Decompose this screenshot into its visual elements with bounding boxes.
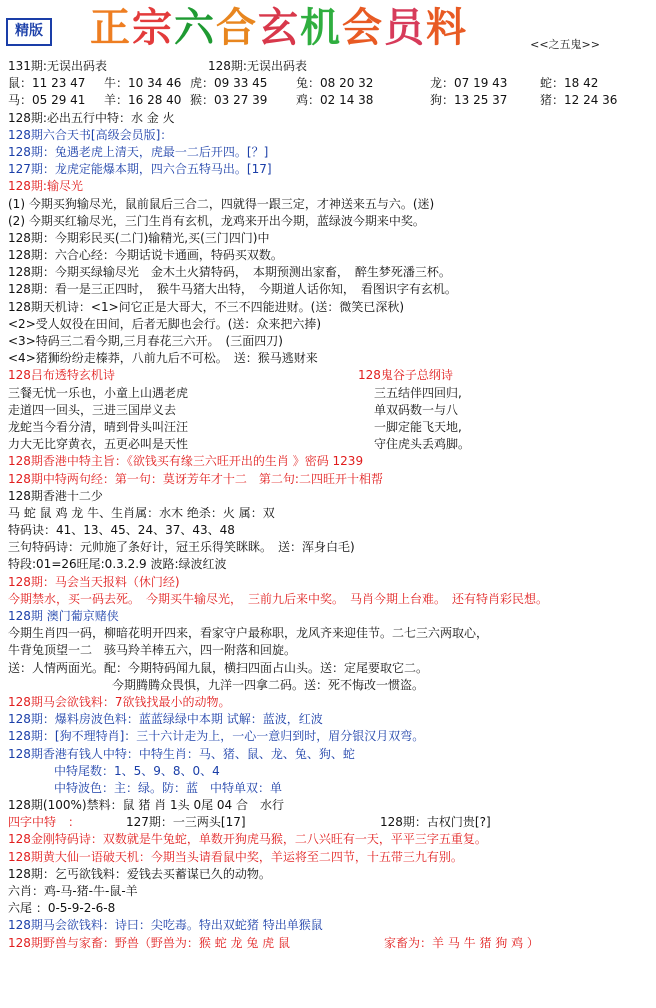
text-line: 128期：看一是三正四时， 猴牛马猪大出特， 今期道人话你知， 看图识字有玄机。: [8, 282, 457, 297]
text-line: 128期马会欲钱料：诗曰：尖吃毒。特出双蛇猪 特出单猴鼠: [8, 918, 323, 933]
text-line: (1) 今期买狗输尽光，鼠前鼠后三合二，四就得一跟三定，才神送来五与六。(迷): [8, 196, 435, 211]
text-cell: 鸡：02 14 38: [296, 93, 374, 108]
text-cell: 128鬼谷子总纲诗: [358, 368, 453, 383]
text-cell: 蛇：18 42: [540, 76, 599, 91]
text-cell: 守住虎头丢鸡脚。: [374, 437, 471, 452]
text-cell: 猪：12 24 36: [540, 93, 618, 108]
text-line: 六尾 ：0-5-9-2-6-8: [8, 901, 116, 916]
text-cell: 马：05 29 41: [8, 93, 86, 108]
text-cell: 龙：07 19 43: [430, 76, 508, 91]
header: [0, 0, 656, 60]
text-line: 马 蛇 鼠 鸡 龙 牛、生肖属：水木 绝杀：火 属：双: [8, 505, 275, 520]
text-line: 128期香港十二少: [8, 488, 103, 503]
text-cell: 单双码数一与八: [374, 402, 459, 417]
text-line: 128金刚特码诗：双数就是牛兔蛇，单数开狗虎马猴，二八兴旺有一天，平平三字五重复。: [8, 832, 487, 847]
text-line: 128期:输尽光: [8, 179, 83, 194]
text-cell: 猴：03 27 39: [190, 93, 268, 108]
text-line: 128期 澳门葡京赌侠: [8, 609, 119, 623]
title-char: 合: [216, 4, 258, 51]
text-cell: 三五结伴四回归,: [374, 385, 462, 400]
text-line: 128期：六合心经：今期话说卡通画，特码买双数。: [8, 248, 283, 263]
text-line: 128期黄大仙一语破天机：今期当头请看鼠中奖，羊运将至二四节，十五带三九有别。: [8, 849, 463, 864]
text-line: (2) 今期买红输尽光，三门生肖有玄机，龙鸡来开出今期，蓝绿波今期来中奖。: [8, 213, 425, 228]
title-char: 员: [384, 4, 426, 51]
text-line: 128期:必出五行中特：水 金 火: [8, 110, 175, 125]
tagline: <<之五鬼>>: [530, 38, 600, 51]
text-line: 中特尾数：1、5、9、8、0、4: [54, 763, 220, 778]
text-line: 128期(100%)禁料：鼠 猪 肖 1头 0尾 04 合 水行: [8, 798, 285, 813]
edition-badge: 精版: [6, 18, 52, 46]
text-cell: 走道四一回头，三进三国岸义去: [8, 402, 177, 417]
text-line: 今期腾腾众畏惧，九洋一四拿二码。送：死不悔改一惯盗。: [112, 677, 425, 692]
text-line: 六肖：鸡-马-猪-牛-鼠-羊: [8, 884, 138, 898]
title-char: 宗: [132, 4, 174, 51]
title-char: 机: [300, 4, 342, 51]
text-cell: 狗：13 25 37: [430, 93, 508, 108]
text-line: [8, 935, 652, 952]
text-line: [8, 385, 652, 402]
text-line: 128期：兔遇老虎上清天，虎最一二后开四。[？]: [8, 144, 269, 159]
text-line: 128期天机诗：<1>问它正是大哥大，不三不四能进财。(送：微笑已深秋): [8, 299, 405, 314]
text-cell: 鼠：11 23 47: [8, 76, 86, 91]
text-line: <2>受人奴役在田间，后者无脚也会行。(送：众来把六捧): [8, 316, 322, 331]
text-cell: 虎：09 33 45: [190, 76, 268, 91]
text-line: 128期六合天书[高级会员版]：: [8, 127, 173, 142]
text-line: [8, 419, 652, 436]
text-line: 特码诀：41、13、45、24、37、43、48: [8, 523, 235, 538]
text-cell: 力大无比穿黄衣，五更必叫是天性: [8, 437, 189, 452]
text-line: 128期：爆料房波色料：蓝蓝绿绿中本期 试解：蓝波，红波: [8, 712, 323, 727]
text-line: [8, 814, 652, 831]
title-char: 玄: [258, 4, 300, 51]
text-cell: 四字中特 ：: [8, 815, 81, 830]
text-cell: 127期：一三两头[17]: [126, 815, 246, 830]
text-line: [8, 75, 652, 92]
text-line: [8, 436, 652, 453]
text-cell: 128吕布透特玄机诗: [8, 368, 115, 383]
text-line: [8, 367, 652, 384]
text-cell: 兔：08 20 32: [296, 76, 374, 91]
text-cell: 龙蛇当今看分清，晴到骨头叫汪汪: [8, 419, 189, 434]
text-line: [8, 92, 652, 109]
text-line: 127期：龙虎定能爆本期，四六合五特马出。[17]: [8, 162, 272, 177]
text-line: 中特波色：主：绿。防：蓝 中特单双：单: [54, 780, 283, 795]
title-char: 料: [426, 4, 468, 51]
text-cell: 羊：16 28 40: [104, 93, 182, 108]
text-line: 128期：今期买绿输尽光 金木土火猜特码， 本期预测出家畜， 醉生梦死潘三杯。: [8, 265, 451, 280]
text-cell: 128期：古权门贵[?]: [380, 815, 491, 830]
text-cell: 一脚定能飞天地,: [374, 419, 462, 434]
text-line: 128期中特两句经：第一句：莫讶芳年才十二 第二句:二四旺开十相帮: [8, 471, 383, 486]
text-cell: 128期:无误出码表: [208, 59, 307, 73]
text-line: 128期马会欲钱料：7欲钱找最小的动物。: [8, 694, 231, 709]
title-char: 会: [342, 4, 384, 51]
title-char: 六: [174, 4, 216, 51]
text-line: 128期香港中特主旨：《欲钱买有缘三六旺开出的生肖 》密码 1239: [8, 454, 364, 469]
page-title: [90, 4, 468, 52]
text-line: 特段:01=26旺尾:0.3.2.9 波路:绿波红波: [8, 557, 227, 572]
text-line: 128期：今期彩民买(二门)输精光,买(三门四门)中: [8, 230, 270, 245]
text-cell: 牛：10 34 46: [104, 76, 182, 91]
text-line: 三句特码诗：元帅施了条好计，冠王乐得笑眯眯。 送：浑身白毛): [8, 540, 355, 555]
text-cell: 128期野兽与家畜：野兽（野兽为：猴 蛇 龙 兔 虎 鼠: [8, 935, 290, 950]
text-line: 128期：马会当天报料（休门经): [8, 574, 180, 589]
text-line: 128期：乞丐欲钱料：爱钱去买蓄谋已久的动物。: [8, 866, 271, 881]
title-char: 正: [90, 4, 132, 51]
text-line: 牛背兔顶望一二 骇马羚羊棒五六，四一附落和回旋。: [8, 643, 297, 658]
text-line: 128期：[狗不理特肖]：三十六计走为上，一心一意归到时，眉分银汉月双弯。: [8, 729, 425, 744]
text-line: 128期香港有钱人中特：中特生肖：马、猪、鼠、龙、兔、狗、蛇: [8, 746, 355, 761]
text-cell: 131期:无误出码表: [8, 59, 107, 73]
text-line: <4>猪狮纷纷走榛莽，八前九后不可松。 送：猴马逃财来: [8, 351, 318, 366]
text-cell: 三餐无忧一乐也，小童上山遇老虎: [8, 385, 189, 400]
content-body: [8, 58, 652, 952]
text-cell: 家畜为：羊 马 牛 猪 狗 鸡 ）: [384, 935, 539, 950]
text-line: 今期禁水，买一码去死。 今期买牛输尽光， 三前九后来中奖。 马肖今期上台难。 还有特肖彩民想。: [8, 591, 549, 606]
text-line: 今期生肖四一码，柳暗花明开四来，看家守户最称职，龙风齐来迎佳节。二七三六两取心，: [8, 626, 489, 641]
text-line: 送：人情两面光。配：今期特码闻九鼠，横扫四面占山头。送：定尾要取它二。: [8, 660, 429, 675]
text-line: [8, 58, 652, 75]
text-line: <3>特码三二看今期,三月春花三六开。 (三面四刀): [8, 334, 283, 348]
text-line: [8, 402, 652, 419]
